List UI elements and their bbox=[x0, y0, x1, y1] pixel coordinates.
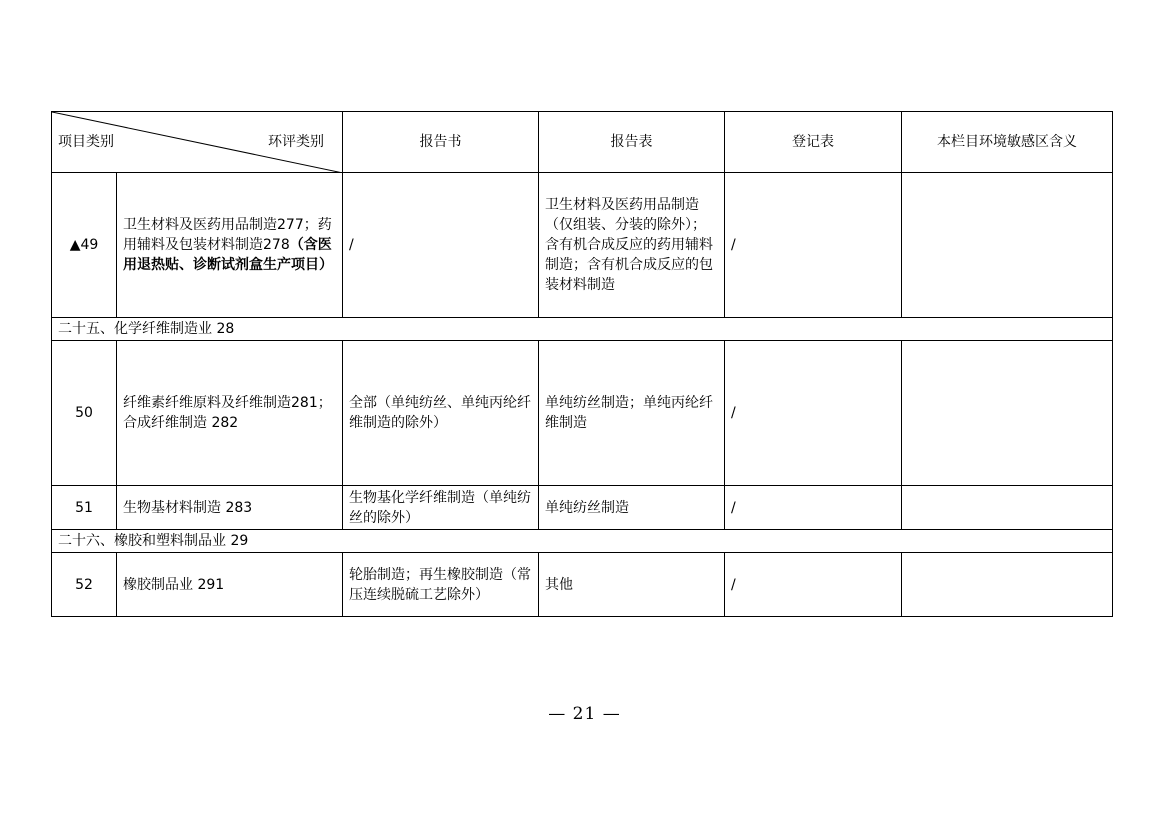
report-form-cell: 单纯纺丝制造 bbox=[539, 486, 725, 530]
row-number: 50 bbox=[52, 341, 117, 486]
registration-cell: / bbox=[725, 173, 902, 318]
report-book-cell: 全部（单纯纺丝、单纯丙纶纤维制造的除外） bbox=[343, 341, 539, 486]
item-cell: 生物基材料制造 283 bbox=[117, 486, 343, 530]
table-row bbox=[52, 553, 1113, 617]
sensitive-area-cell bbox=[902, 553, 1113, 617]
report-form-cell: 其他 bbox=[539, 553, 725, 617]
item-cell: 橡胶制品业 291 bbox=[117, 553, 343, 617]
report-form-cell: 单纯纺丝制造；单纯丙纶纤维制造 bbox=[539, 341, 725, 486]
section-title: 二十六、橡胶和塑料制品业 29 bbox=[52, 530, 1113, 553]
report-book-cell: / bbox=[343, 173, 539, 318]
table-row bbox=[52, 341, 1113, 486]
registration-cell: / bbox=[725, 341, 902, 486]
sensitive-area-cell bbox=[902, 341, 1113, 486]
report-book-cell: 生物基化学纤维制造（单纯纺丝的除外） bbox=[343, 486, 539, 530]
diagonal-header-cell bbox=[52, 112, 343, 173]
report-form-cell: 卫生材料及医药用品制造（仅组装、分装的除外）；含有机合成反应的药用辅料制造；含有机合成反应的包装材料制造 bbox=[539, 173, 725, 318]
row-number: 51 bbox=[52, 486, 117, 530]
project-category-label: 项目类别 bbox=[58, 134, 114, 150]
col-report-form: 报告表 bbox=[539, 112, 725, 173]
report-book-cell: 轮胎制造；再生橡胶制造（常压连续脱硫工艺除外） bbox=[343, 553, 539, 617]
table-row bbox=[52, 486, 1113, 530]
item-cell: 纤维素纤维原料及纤维制造281；合成纤维制造 282 bbox=[117, 341, 343, 486]
row-number: 52 bbox=[52, 553, 117, 617]
section-row bbox=[52, 318, 1113, 341]
table-row bbox=[52, 173, 1113, 318]
section-row bbox=[52, 530, 1113, 553]
item-bold-note: （含医用退热贴、诊断试剂盒生产项目） bbox=[123, 237, 333, 273]
col-registration: 登记表 bbox=[725, 112, 902, 173]
row-number: ▲49 bbox=[52, 173, 117, 318]
eia-category-label: 环评类别 bbox=[268, 134, 324, 150]
sensitive-area-cell bbox=[902, 173, 1113, 318]
item-text: 卫生材料及医药用品制造277；药用辅料及包装材料制造278 bbox=[123, 217, 332, 253]
section-title: 二十五、化学纤维制造业 28 bbox=[52, 318, 1113, 341]
registration-cell: / bbox=[725, 553, 902, 617]
classification-table bbox=[51, 111, 1113, 617]
col-report-book: 报告书 bbox=[343, 112, 539, 173]
registration-cell: / bbox=[725, 486, 902, 530]
col-sensitive-area: 本栏目环境敏感区含义 bbox=[902, 112, 1113, 173]
page-number: — 21 — bbox=[548, 704, 621, 724]
item-cell bbox=[117, 173, 343, 318]
header-row bbox=[52, 112, 1113, 173]
sensitive-area-cell bbox=[902, 486, 1113, 530]
